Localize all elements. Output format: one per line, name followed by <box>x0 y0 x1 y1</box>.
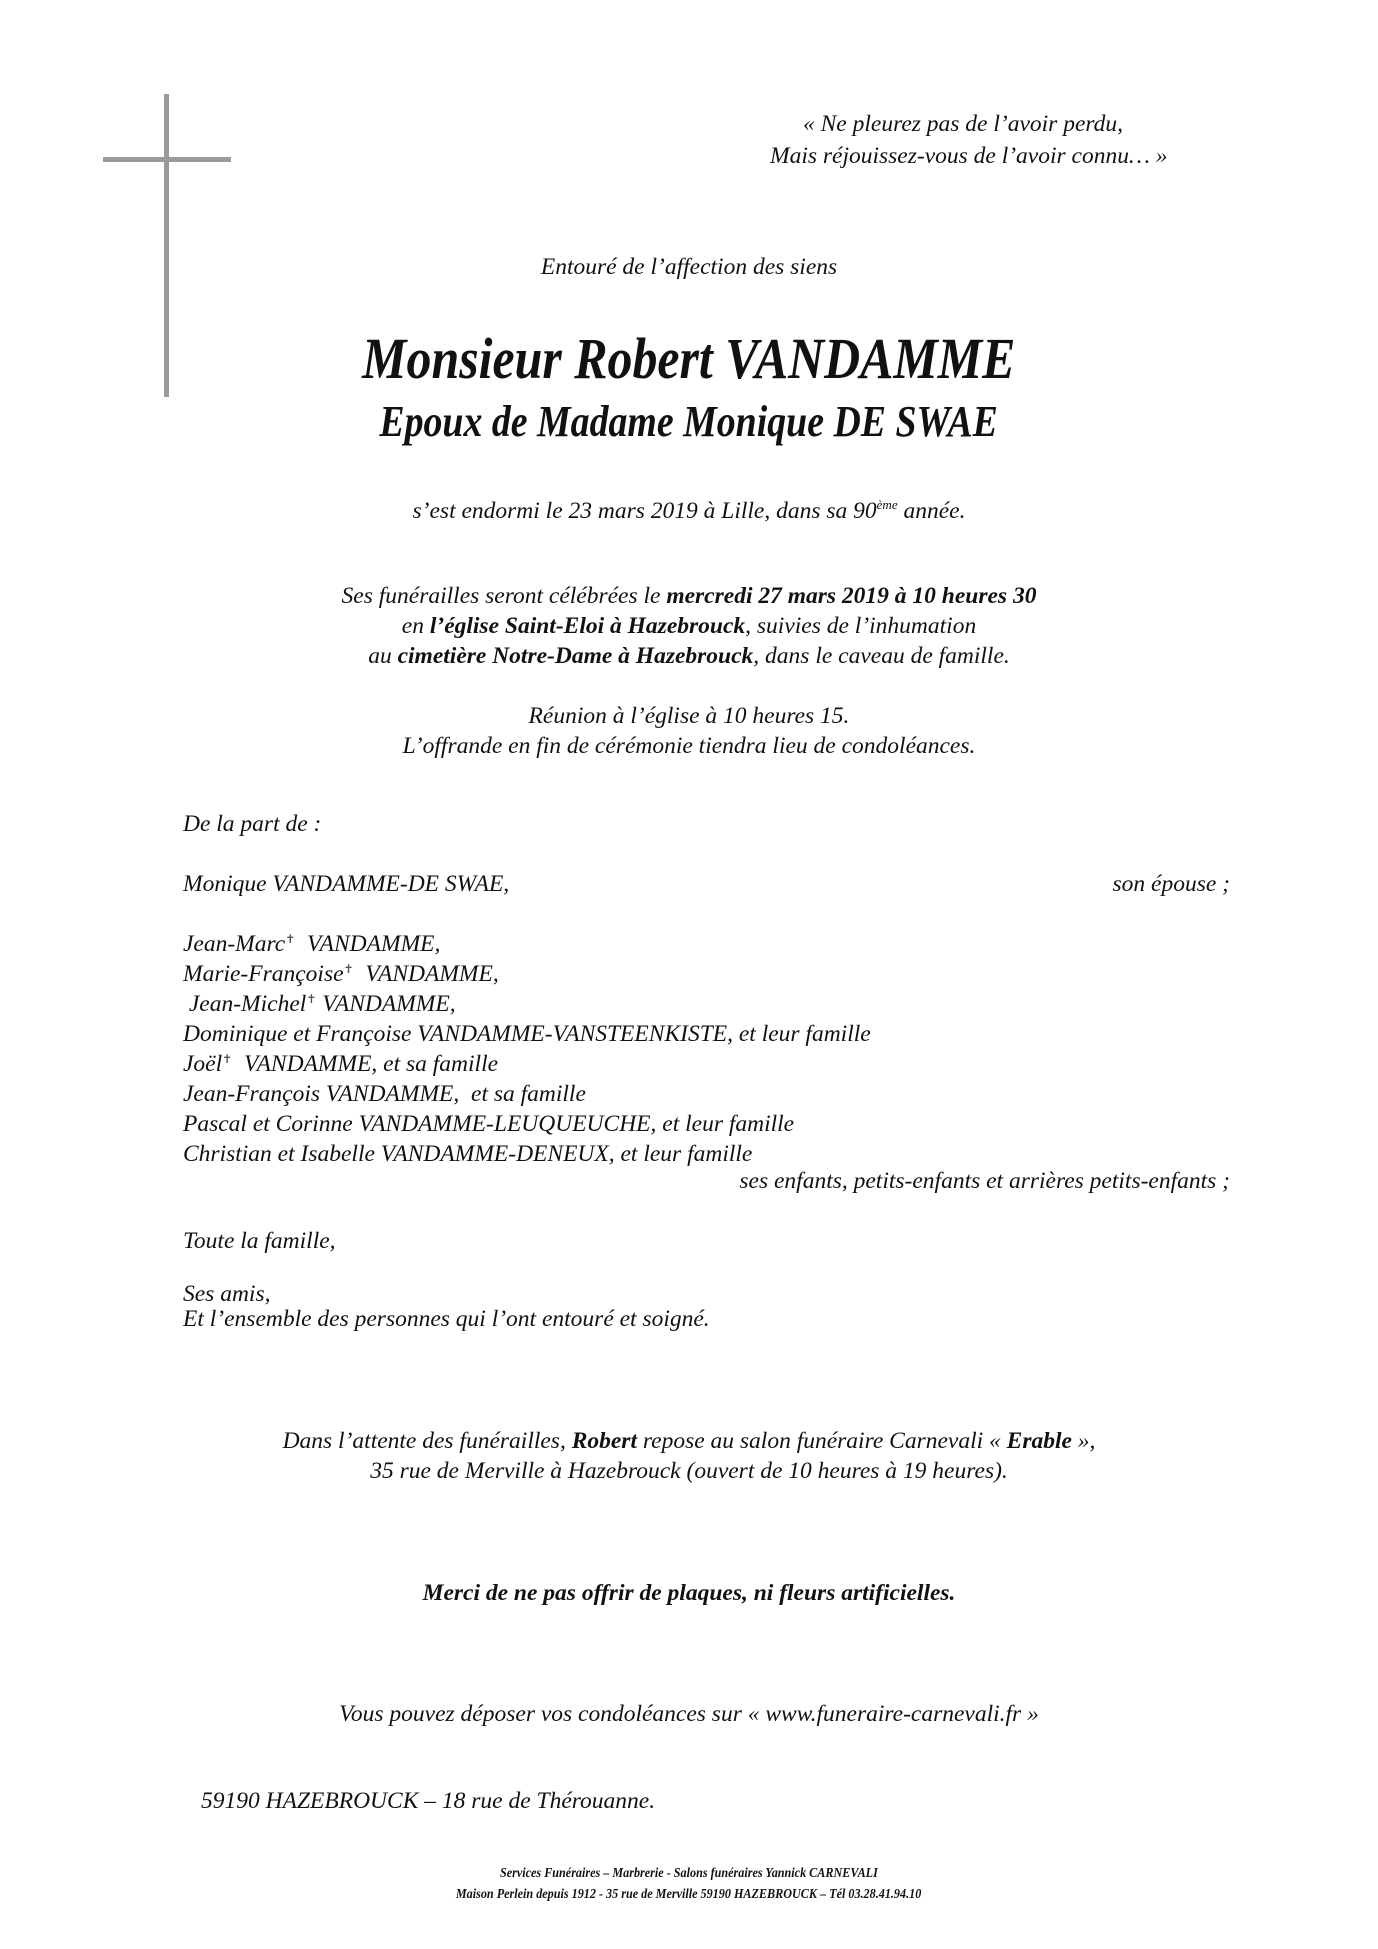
list-item <box>183 963 499 987</box>
viewing-text-c: repose au salon funéraire Carnevali « <box>636 1428 1007 1454</box>
child-rest: VANDAMME, <box>316 991 456 1017</box>
funeral-cemetery: cimetière Notre-Dame à Hazebrouck <box>397 643 754 669</box>
request-text: Merci de ne pas offrir de plaques, ni fleurs artificielles. <box>422 1580 956 1606</box>
list-item <box>183 1083 586 1107</box>
ordinal-suffix: ème <box>876 497 898 512</box>
child-name: Dominique et Françoise VANDAMME-VANSTEENKISTE, et leur famille <box>183 1021 871 1047</box>
spouse-line-text: Epoux de Madame Monique DE SWAE <box>379 397 999 446</box>
funeral-line-2 <box>0 615 1378 639</box>
funeral-line-3 <box>0 645 1378 669</box>
child-name: Jean-François VANDAMME, et sa famille <box>183 1081 586 1107</box>
child-rest: VANDAMME, <box>295 931 441 957</box>
deceased-cross-icon: ✝ <box>285 932 296 946</box>
deceased-cross-icon: ✝ <box>306 992 317 1006</box>
funeral-line-3-suffix: , dans le caveau de famille. <box>753 643 1010 669</box>
friends-line-1: Ses amis, <box>183 1281 271 1307</box>
spouse-name: Monique VANDAMME-DE SWAE, <box>183 871 510 897</box>
meeting-line-1: Réunion à l’église à 10 heures 15. <box>528 703 850 729</box>
death-notice-text: s’est endormi le 23 mars 2019 à Lille, dans sa 90 <box>412 498 877 524</box>
friends-line-2: Et l’ensemble des personnes qui l’ont entouré et soigné. <box>183 1306 710 1332</box>
child-name: Jean-Michel <box>183 991 307 1017</box>
deceased-name-text: Monsieur Robert VANDAMME <box>362 326 1016 391</box>
viewing-line-1 <box>0 1430 1378 1454</box>
list-item <box>183 1023 871 1047</box>
footer-line-2-text: Maison Perlein depuis 1912 - 35 rue de Merville 59190 HAZEBROUCK – Tél 03.28.41.94.10 <box>456 1886 922 1901</box>
quote-line-2: Mais réjouissez-vous de l’avoir connu… » <box>770 143 1168 169</box>
footer-line-1 <box>0 1866 1378 1880</box>
viewing-salon-name: Erable <box>1006 1428 1072 1454</box>
death-notice-end: année. <box>897 498 966 524</box>
footer-line-2 <box>0 1887 1378 1901</box>
condolences-text: Vous pouvez déposer vos condoléances sur « www.funeraire-carnevali.fr » <box>339 1701 1039 1727</box>
footer-line-1-text: Services Funéraires – Marbrerie - Salons funéraires Yannick CARNEVALI <box>500 1865 878 1880</box>
deceased-name <box>0 326 1378 391</box>
funeral-church: l’église Saint-Eloi à Hazebrouck <box>429 613 746 639</box>
quote-line-1: « Ne pleurez pas de l’avoir perdu, <box>803 111 1124 137</box>
viewing-first-name: Robert <box>571 1428 637 1454</box>
child-name: Jean-Marc <box>183 931 286 957</box>
spouse-line <box>0 397 1378 446</box>
family-address: 59190 HAZEBROUCK – 18 rue de Thérouanne. <box>201 1788 656 1814</box>
family-line: Toute la famille, <box>183 1228 336 1254</box>
funeral-line-2-suffix: , suivies de l’inhumation <box>745 613 977 639</box>
list-item <box>183 1053 498 1077</box>
child-rest: VANDAMME, <box>353 961 499 987</box>
list-item <box>183 933 440 957</box>
list-item <box>183 993 456 1017</box>
intro-text: Entouré de l’affection des siens <box>540 254 838 280</box>
viewing-text-e: », <box>1071 1428 1096 1454</box>
funeral-line-2-prefix: en <box>401 613 430 639</box>
list-item <box>183 1143 752 1167</box>
from-label: De la part de : <box>183 811 322 837</box>
children-relation: ses enfants, petits-enfants et arrières petits-enfants ; <box>739 1168 1230 1194</box>
viewing-text-a: Dans l’attente des funérailles, <box>282 1428 572 1454</box>
child-name: Marie-Françoise <box>183 961 344 987</box>
child-name: Pascal et Corinne VANDAMME-LEUQUEUCHE, et leur famille <box>183 1111 795 1137</box>
deceased-cross-icon: ✝ <box>222 1052 233 1066</box>
death-notice <box>0 497 1378 524</box>
funeral-line-1-prefix: Ses funérailles seront célébrées le <box>341 583 667 609</box>
funeral-date: mercredi 27 mars 2019 à 10 heures 30 <box>666 583 1037 609</box>
funeral-line-1 <box>0 585 1378 609</box>
funeral-line-3-prefix: au <box>368 643 398 669</box>
child-rest: VANDAMME, et sa famille <box>232 1051 499 1077</box>
child-name: Joël <box>183 1051 223 1077</box>
cross-horizontal-bar <box>103 157 231 162</box>
viewing-line-2: 35 rue de Merville à Hazebrouck (ouvert de 10 heures à 19 heures). <box>370 1458 1008 1484</box>
spouse-relation: son épouse ; <box>1112 871 1230 897</box>
meeting-line-2: L’offrande en fin de cérémonie tiendra lieu de condoléances. <box>402 733 976 759</box>
child-name: Christian et Isabelle VANDAMME-DENEUX, et leur famille <box>183 1141 753 1167</box>
list-item <box>183 1113 794 1137</box>
deceased-cross-icon: ✝ <box>343 962 354 976</box>
